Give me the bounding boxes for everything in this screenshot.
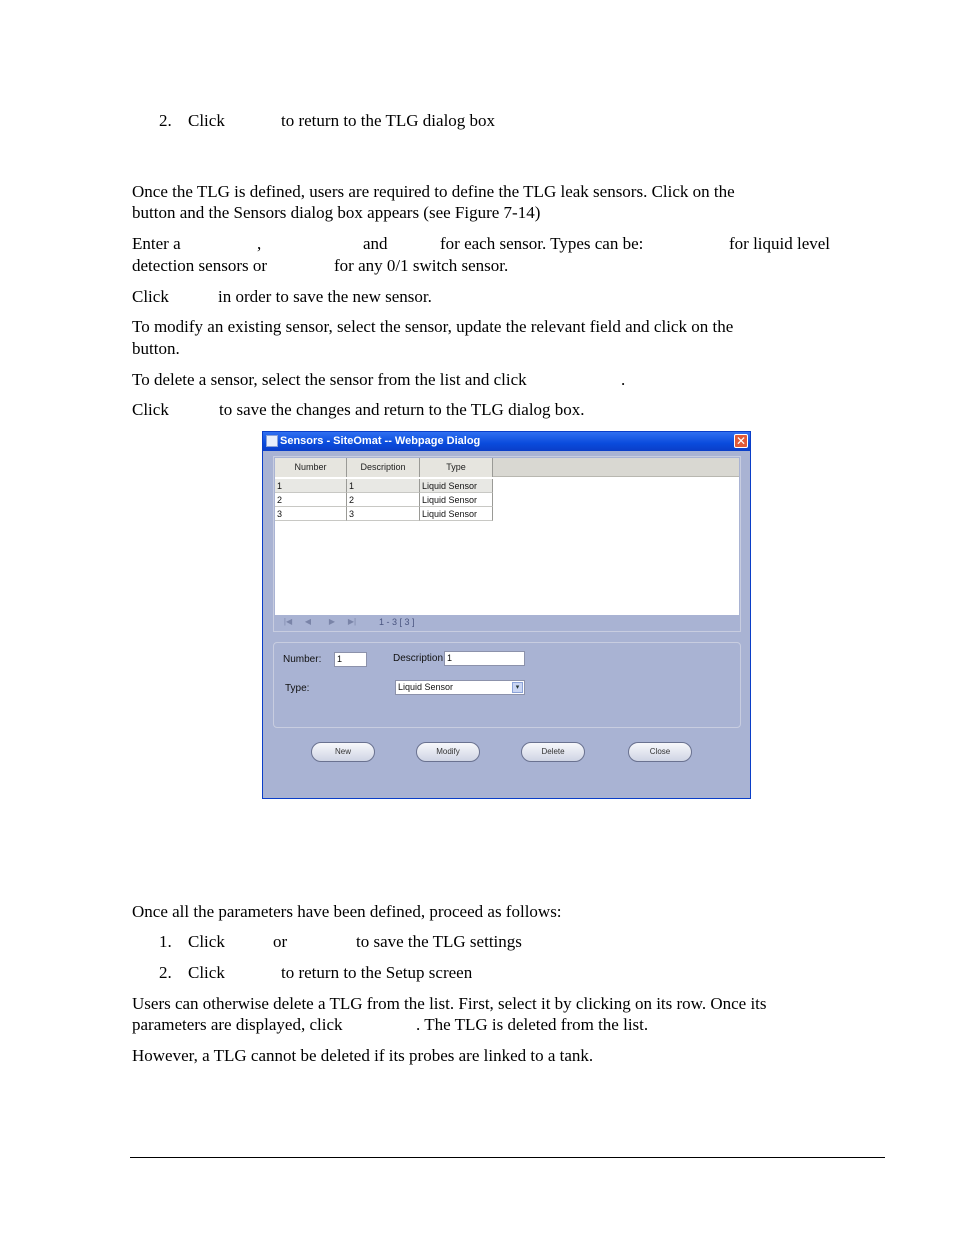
list-number: 2. (159, 963, 172, 982)
number-label: Number: (283, 654, 322, 665)
cell-number: 3 (275, 507, 347, 521)
sensors-dialog (262, 431, 751, 799)
type-select-value: Liquid Sensor (398, 682, 454, 692)
paragraph-fragment: , (257, 234, 262, 253)
cell-number: 1 (275, 479, 347, 493)
cell-description: 1 (347, 479, 420, 493)
paragraph-fragment: Enter a (132, 234, 181, 253)
paragraph-fragment: and (363, 234, 388, 253)
cell-type: Liquid Sensor (420, 507, 493, 521)
table-row[interactable] (275, 493, 493, 507)
delete-button[interactable]: Delete (521, 742, 585, 762)
paragraph-fragment: for liquid level (729, 234, 831, 253)
list-text: to save the TLG settings (356, 932, 522, 951)
paragraph-fragment: to save the changes and return to the TLG dialog box. (219, 400, 585, 419)
new-button[interactable]: New (311, 742, 375, 762)
page-icon (266, 435, 278, 447)
paragraph-line: Users can otherwise delete a TLG from the list. First, select it by clicking on its row. Once its (132, 994, 767, 1013)
paragraph-fragment: parameters are displayed, click (132, 1015, 343, 1034)
sensor-grid-panel (273, 456, 741, 632)
paragraph-line: To modify an existing sensor, select the sensor, update the relevant field and click on the (132, 317, 734, 336)
cell-number: 2 (275, 493, 347, 507)
paragraph-line: Once the TLG is defined, users are required to define the TLG leak sensors. Click on the (132, 182, 735, 201)
list-text: Click (188, 111, 225, 130)
paragraph-fragment: To delete a sensor, select the sensor from the list and click (132, 370, 527, 389)
type-select[interactable] (395, 680, 525, 695)
table-row[interactable] (275, 479, 493, 493)
list-text: Click (188, 963, 225, 982)
sensor-form (273, 642, 741, 728)
list-text: or (273, 932, 288, 951)
close-button[interactable]: Close (628, 742, 692, 762)
first-page-icon[interactable]: |◀ (283, 617, 293, 626)
table-row[interactable] (275, 507, 493, 521)
paragraph-fragment: detection sensors or (132, 256, 268, 275)
paragraph-line: button. (132, 339, 180, 358)
cell-description: 3 (347, 507, 420, 521)
modify-button[interactable]: Modify (416, 742, 480, 762)
paragraph-fragment: Click (132, 287, 169, 306)
paragraph-fragment: in order to save the new sensor. (218, 287, 432, 306)
description-field[interactable]: 1 (444, 651, 525, 666)
cell-type: Liquid Sensor (420, 493, 493, 507)
list-number: 1. (159, 932, 172, 951)
table-header (275, 458, 739, 477)
grid-pager (275, 615, 739, 630)
page-range: 1 - 3 [ 3 ] (379, 617, 415, 627)
list-text: to return to the TLG dialog box (281, 111, 496, 130)
paragraph-fragment: for any 0/1 switch sensor. (334, 256, 509, 275)
paragraph-fragment: for each sensor. Types can be: (440, 234, 644, 253)
paragraph-fragment: . The TLG is deleted from the list. (416, 1015, 649, 1034)
dialog-title: Sensors - SiteOmat -- Webpage Dialog (280, 435, 481, 447)
paragraph-line: Once all the parameters have been defined, proceed as follows: (132, 902, 562, 921)
list-text: Click (188, 932, 225, 951)
list-text: to return to the Setup screen (281, 963, 473, 982)
paragraph-line: However, a TLG cannot be deleted if its probes are linked to a tank. (132, 1046, 594, 1065)
sensor-table (275, 458, 739, 615)
column-header-number[interactable]: Number (275, 458, 347, 477)
cell-type: Liquid Sensor (420, 479, 493, 493)
close-icon[interactable]: ✕ (735, 434, 747, 448)
list-number: 2. (159, 111, 172, 130)
chevron-down-icon[interactable]: ▾ (512, 682, 523, 693)
column-header-type[interactable]: Type (420, 458, 493, 477)
next-page-icon[interactable]: ▶ (328, 617, 336, 626)
footer-divider (130, 1157, 885, 1158)
column-header-description[interactable]: Description (347, 458, 420, 477)
cell-description: 2 (347, 493, 420, 507)
last-page-icon[interactable]: ▶| (347, 617, 357, 626)
paragraph-fragment: Click (132, 400, 169, 419)
paragraph-line: button and the Sensors dialog box appears (see Figure 7-14) (132, 203, 541, 222)
dialog-titlebar (263, 432, 750, 451)
paragraph-fragment: . (621, 370, 626, 389)
number-field[interactable]: 1 (334, 652, 367, 667)
type-label: Type: (285, 683, 310, 694)
previous-page-icon[interactable]: ◀ (304, 617, 312, 626)
description-label: Description (393, 653, 444, 664)
